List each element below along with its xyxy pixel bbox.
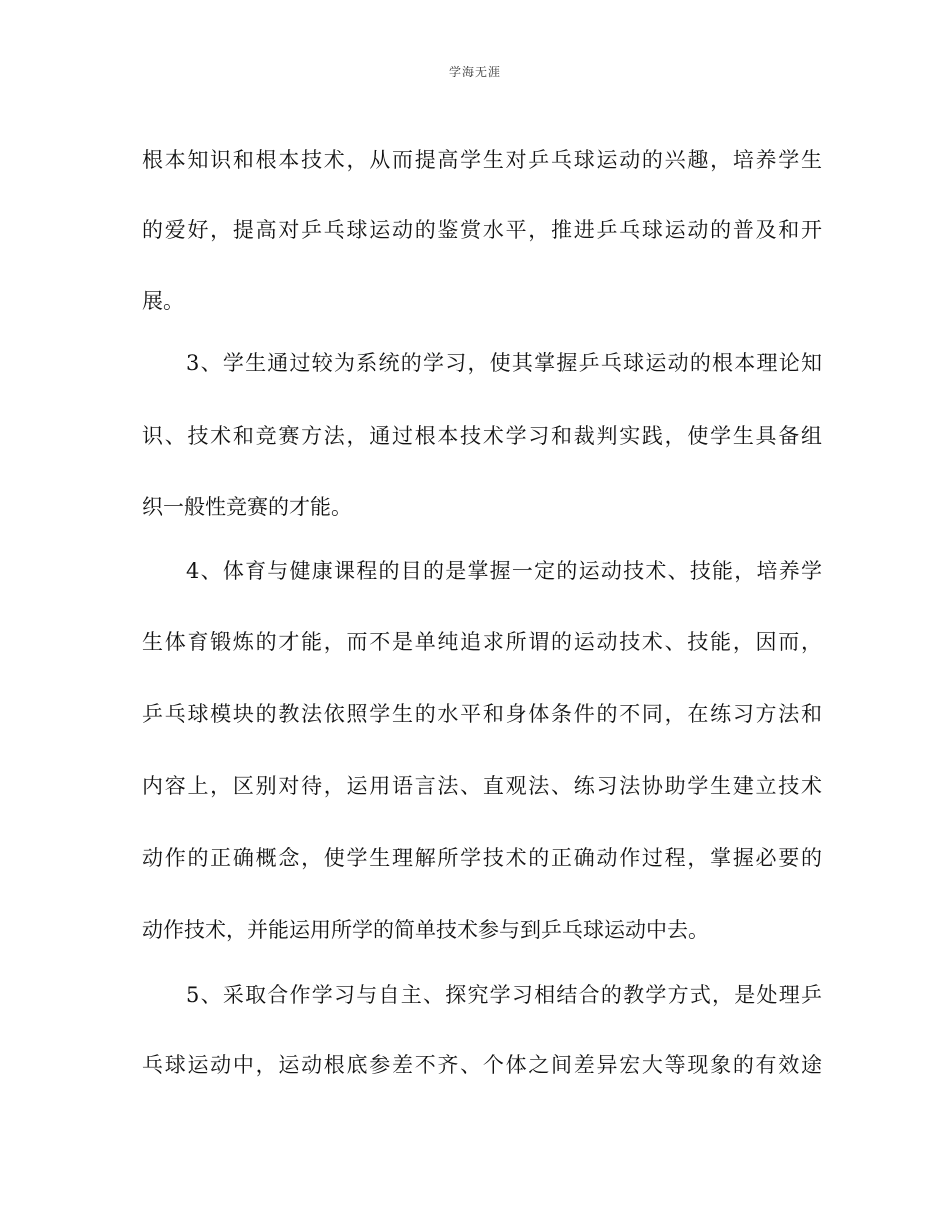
text-line: 3、学生通过较为系统的学习，使其掌握乒乓球运动的根本理论知 — [186, 351, 822, 375]
text-line: 5、采取合作学习与自主、探究学习相结合的教学方式，是处理乒 — [186, 983, 822, 1007]
text-line: 动作的正确概念，使学生理解所学技术的正确动作过程，掌握必要的 — [142, 846, 822, 870]
text-line: 4、体育与健康课程的目的是掌握一定的运动技术、技能，培养学 — [186, 559, 822, 583]
text-line: 的爱好，提高对乒乓球运动的鉴赏水平，推进乒乓球运动的普及和开 — [142, 218, 822, 242]
text-line: 动作技术，并能运用所学的简单技术参与到乒乓球运动中去。 — [142, 918, 709, 942]
text-line: 根本知识和根本技术，从而提高学生对乒乓球运动的兴趣，培养学生 — [142, 148, 822, 172]
text-line: 乒乓球模块的教法依照学生的水平和身体条件的不同，在练习方法和 — [142, 702, 822, 726]
text-line: 展。 — [142, 289, 184, 313]
text-line: 织一般性竞赛的才能。 — [142, 495, 352, 519]
text-line: 乓球运动中，运动根底参差不齐、个体之间差异宏大等现象的有效途 — [142, 1053, 822, 1077]
page-header: 学海无涯 — [448, 65, 501, 79]
text-line: 生体育锻炼的才能，而不是单纯追求所谓的运动技术、技能，因而， — [142, 630, 822, 654]
text-line: 内容上，区别对待，运用语言法、直观法、练习法协助学生建立技术 — [142, 774, 822, 798]
text-line: 识、技术和竞赛方法，通过根本技术学习和裁判实践，使学生具备组 — [142, 424, 822, 448]
